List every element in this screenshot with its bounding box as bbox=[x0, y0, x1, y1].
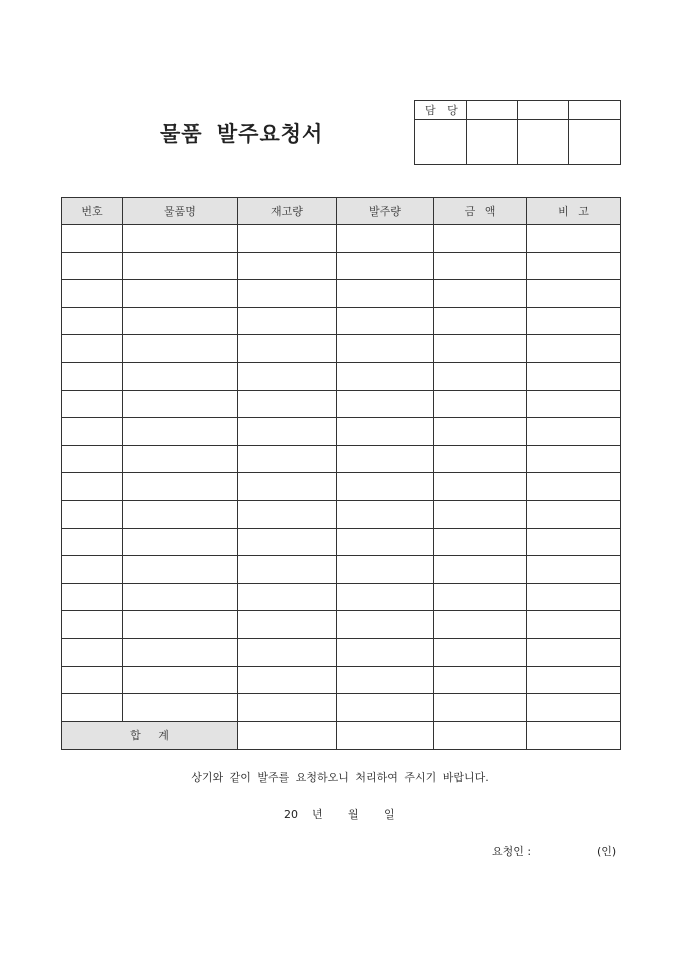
amount-cell[interactable] bbox=[434, 280, 527, 308]
item-name-cell[interactable] bbox=[123, 418, 238, 446]
stock-cell[interactable] bbox=[238, 556, 337, 584]
date-line bbox=[284, 806, 395, 822]
remarks-cell[interactable] bbox=[527, 418, 621, 446]
stock-cell[interactable] bbox=[238, 694, 337, 722]
table-row bbox=[62, 556, 621, 584]
order-qty-cell[interactable] bbox=[337, 694, 434, 722]
stock-cell[interactable] bbox=[238, 611, 337, 639]
stock-cell[interactable] bbox=[238, 418, 337, 446]
number-cell[interactable] bbox=[62, 473, 123, 501]
date-year-prefix: 20 bbox=[284, 808, 298, 821]
approval-box bbox=[414, 100, 621, 165]
table-row bbox=[62, 500, 621, 528]
approval-signature-cell bbox=[415, 120, 467, 165]
remarks-cell[interactable] bbox=[527, 694, 621, 722]
order-qty-cell[interactable] bbox=[337, 666, 434, 694]
amount-cell[interactable] bbox=[434, 500, 527, 528]
stock-cell[interactable] bbox=[238, 638, 337, 666]
item-name-cell[interactable] bbox=[123, 445, 238, 473]
order-qty-cell[interactable] bbox=[337, 418, 434, 446]
number-cell[interactable] bbox=[62, 280, 123, 308]
remarks-cell[interactable] bbox=[527, 280, 621, 308]
order-qty-cell[interactable] bbox=[337, 556, 434, 584]
table-row bbox=[62, 252, 621, 280]
date-year: 년 bbox=[312, 808, 323, 821]
item-name-cell[interactable] bbox=[123, 307, 238, 335]
order-qty-cell[interactable] bbox=[337, 638, 434, 666]
number-cell[interactable] bbox=[62, 611, 123, 639]
total-label: 합 계 bbox=[62, 721, 238, 749]
item-name-cell[interactable] bbox=[123, 473, 238, 501]
order-qty-cell[interactable] bbox=[337, 445, 434, 473]
approval-signature-cell bbox=[467, 120, 518, 165]
approval-label: 담 당 bbox=[415, 101, 467, 120]
total-order-qty-cell[interactable] bbox=[337, 721, 434, 749]
remarks-cell[interactable] bbox=[527, 583, 621, 611]
item-name-cell[interactable] bbox=[123, 280, 238, 308]
number-cell[interactable] bbox=[62, 225, 123, 253]
approval-signature-cell bbox=[569, 120, 621, 165]
stock-cell[interactable] bbox=[238, 528, 337, 556]
remarks-cell[interactable] bbox=[527, 556, 621, 584]
stock-cell[interactable] bbox=[238, 335, 337, 363]
remarks-cell[interactable] bbox=[527, 225, 621, 253]
number-cell[interactable] bbox=[62, 528, 123, 556]
number-cell[interactable] bbox=[62, 362, 123, 390]
amount-cell[interactable] bbox=[434, 666, 527, 694]
remarks-cell[interactable] bbox=[527, 335, 621, 363]
number-cell[interactable] bbox=[62, 638, 123, 666]
number-cell[interactable] bbox=[62, 335, 123, 363]
item-name-cell[interactable] bbox=[123, 225, 238, 253]
approval-signature-cell bbox=[518, 120, 569, 165]
stock-cell[interactable] bbox=[238, 473, 337, 501]
total-stock-cell[interactable] bbox=[238, 721, 337, 749]
amount-cell[interactable] bbox=[434, 694, 527, 722]
number-cell[interactable] bbox=[62, 307, 123, 335]
total-row bbox=[62, 721, 621, 749]
approval-header-cell bbox=[518, 101, 569, 120]
seal-mark: (인) bbox=[597, 845, 617, 858]
stock-cell[interactable] bbox=[238, 225, 337, 253]
header-number: 번호 bbox=[62, 198, 123, 225]
amount-cell[interactable] bbox=[434, 611, 527, 639]
table-row bbox=[62, 445, 621, 473]
header-stock: 재고량 bbox=[238, 198, 337, 225]
stock-cell[interactable] bbox=[238, 666, 337, 694]
number-cell[interactable] bbox=[62, 252, 123, 280]
amount-cell[interactable] bbox=[434, 418, 527, 446]
table-row bbox=[62, 390, 621, 418]
remarks-cell[interactable] bbox=[527, 528, 621, 556]
amount-cell[interactable] bbox=[434, 528, 527, 556]
number-cell[interactable] bbox=[62, 583, 123, 611]
item-name-cell[interactable] bbox=[123, 252, 238, 280]
header-amount: 금 액 bbox=[434, 198, 527, 225]
header-remarks: 비 고 bbox=[527, 198, 621, 225]
table-row bbox=[62, 418, 621, 446]
amount-cell[interactable] bbox=[434, 335, 527, 363]
item-name-cell[interactable] bbox=[123, 500, 238, 528]
amount-cell[interactable] bbox=[434, 445, 527, 473]
header-order-qty: 발주량 bbox=[337, 198, 434, 225]
amount-cell[interactable] bbox=[434, 362, 527, 390]
amount-cell[interactable] bbox=[434, 225, 527, 253]
stock-cell[interactable] bbox=[238, 362, 337, 390]
document-title: 물품 발주요청서 bbox=[160, 122, 324, 146]
amount-cell[interactable] bbox=[434, 583, 527, 611]
table-row bbox=[62, 473, 621, 501]
order-qty-cell[interactable] bbox=[337, 390, 434, 418]
stock-cell[interactable] bbox=[238, 445, 337, 473]
number-cell[interactable] bbox=[62, 390, 123, 418]
number-cell[interactable] bbox=[62, 694, 123, 722]
number-cell[interactable] bbox=[62, 500, 123, 528]
amount-cell[interactable] bbox=[434, 473, 527, 501]
stock-cell[interactable] bbox=[238, 390, 337, 418]
approval-header-cell bbox=[467, 101, 518, 120]
table-row bbox=[62, 694, 621, 722]
order-table bbox=[61, 197, 621, 750]
remarks-cell[interactable] bbox=[527, 473, 621, 501]
order-qty-cell[interactable] bbox=[337, 583, 434, 611]
order-qty-cell[interactable] bbox=[337, 307, 434, 335]
stock-cell[interactable] bbox=[238, 280, 337, 308]
table-row bbox=[62, 583, 621, 611]
number-cell[interactable] bbox=[62, 556, 123, 584]
item-name-cell[interactable] bbox=[123, 362, 238, 390]
number-cell[interactable] bbox=[62, 418, 123, 446]
amount-cell[interactable] bbox=[434, 252, 527, 280]
table-row bbox=[62, 335, 621, 363]
order-qty-cell[interactable] bbox=[337, 252, 434, 280]
table-row bbox=[62, 307, 621, 335]
item-name-cell[interactable] bbox=[123, 390, 238, 418]
amount-cell[interactable] bbox=[434, 556, 527, 584]
date-day: 일 bbox=[384, 808, 395, 821]
table-row bbox=[62, 280, 621, 308]
total-amount-cell[interactable] bbox=[434, 721, 527, 749]
order-qty-cell[interactable] bbox=[337, 611, 434, 639]
amount-cell[interactable] bbox=[434, 390, 527, 418]
remarks-cell[interactable] bbox=[527, 666, 621, 694]
total-remarks-cell[interactable] bbox=[527, 721, 621, 749]
item-name-cell[interactable] bbox=[123, 335, 238, 363]
stock-cell[interactable] bbox=[238, 583, 337, 611]
approval-header-cell bbox=[569, 101, 621, 120]
number-cell[interactable] bbox=[62, 666, 123, 694]
table-row bbox=[62, 225, 621, 253]
table-row bbox=[62, 362, 621, 390]
remarks-cell[interactable] bbox=[527, 638, 621, 666]
table-header-row bbox=[62, 198, 621, 225]
order-qty-cell[interactable] bbox=[337, 335, 434, 363]
table-row bbox=[62, 666, 621, 694]
order-qty-cell[interactable] bbox=[337, 225, 434, 253]
order-qty-cell[interactable] bbox=[337, 528, 434, 556]
remarks-cell[interactable] bbox=[527, 500, 621, 528]
order-qty-cell[interactable] bbox=[337, 473, 434, 501]
table-row bbox=[62, 528, 621, 556]
item-name-cell[interactable] bbox=[123, 583, 238, 611]
amount-cell[interactable] bbox=[434, 307, 527, 335]
stock-cell[interactable] bbox=[238, 307, 337, 335]
remarks-cell[interactable] bbox=[527, 445, 621, 473]
remarks-cell[interactable] bbox=[527, 307, 621, 335]
item-name-cell[interactable] bbox=[123, 666, 238, 694]
item-name-cell[interactable] bbox=[123, 694, 238, 722]
header-item-name: 물품명 bbox=[123, 198, 238, 225]
remarks-cell[interactable] bbox=[527, 611, 621, 639]
order-qty-cell[interactable] bbox=[337, 280, 434, 308]
item-name-cell[interactable] bbox=[123, 556, 238, 584]
remarks-cell[interactable] bbox=[527, 390, 621, 418]
date-month: 월 bbox=[348, 808, 359, 821]
amount-cell[interactable] bbox=[434, 638, 527, 666]
item-name-cell[interactable] bbox=[123, 611, 238, 639]
stock-cell[interactable] bbox=[238, 252, 337, 280]
request-notice: 상기와 같이 발주를 요청하오니 처리하여 주시기 바랍니다. bbox=[191, 771, 489, 784]
stock-cell[interactable] bbox=[238, 500, 337, 528]
remarks-cell[interactable] bbox=[527, 362, 621, 390]
remarks-cell[interactable] bbox=[527, 252, 621, 280]
item-name-cell[interactable] bbox=[123, 638, 238, 666]
item-name-cell[interactable] bbox=[123, 528, 238, 556]
number-cell[interactable] bbox=[62, 445, 123, 473]
table-row bbox=[62, 638, 621, 666]
order-qty-cell[interactable] bbox=[337, 362, 434, 390]
table-row bbox=[62, 611, 621, 639]
requester-label: 요청인 : bbox=[492, 845, 532, 858]
order-qty-cell[interactable] bbox=[337, 500, 434, 528]
